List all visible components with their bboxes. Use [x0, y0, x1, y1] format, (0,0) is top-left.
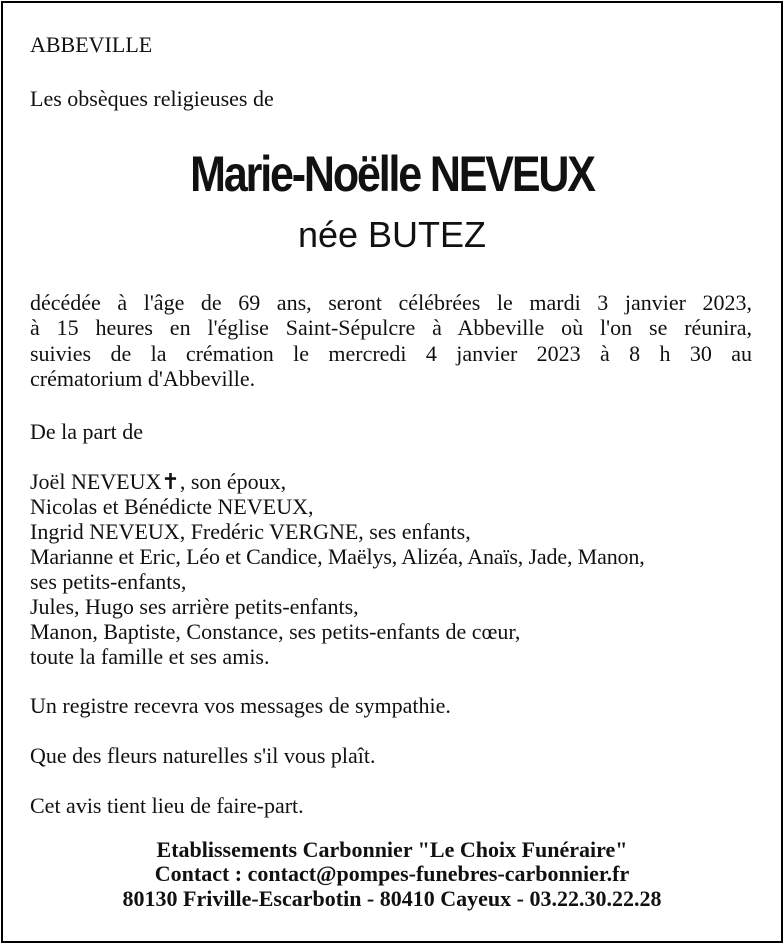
flowers-text: Que des fleurs naturelles s'il vous plaît. [30, 743, 376, 768]
family-line-2: Nicolas et Bénédicte NEVEUX, [30, 494, 314, 519]
intro-text: Les obsèques religieuses de [30, 86, 274, 111]
details-line-2: à 15 heures en l'église Saint-Sépulcre à Abbeville où l'on se réunira, [30, 315, 752, 340]
family-relation-1: , son époux, [179, 469, 287, 494]
family-line-6: Jules, Hugo ses arrière petits-enfants, [30, 594, 359, 619]
family-line-4: Marianne et Eric, Léo et Candice, Maëlys, Alizéa, Anaïs, Jade, Manon, [30, 544, 645, 569]
family-line-8: toute la famille et ses amis. [30, 644, 270, 669]
maiden-name: née BUTEZ [297, 214, 487, 255]
family-line-1 [30, 470, 286, 495]
from-label: De la part de [30, 419, 143, 444]
deceased-name: Marie-Noëlle NEVEUX [190, 146, 594, 202]
details-line-4: crématorium d'Abbeville. [30, 366, 256, 391]
family-line-3: Ingrid NEVEUX, Fredéric VERGNE, ses enfants, [30, 519, 471, 544]
registry-text: Un registre recevra vos messages de sympathie. [30, 693, 451, 718]
footer-address: 80130 Friville-Escarbotin - 80410 Cayeux - 03.22.30.22.28 [122, 886, 662, 911]
family-line-7: Manon, Baptiste, Constance, ses petits-enfants de cœur, [30, 619, 521, 644]
city-heading: ABBEVILLE [30, 32, 153, 57]
details-line-1: décédée à l'âge de 69 ans, seront célébrées le mardi 3 janvier 2023, [30, 290, 752, 315]
faire-part-text: Cet avis tient lieu de faire-part. [30, 793, 304, 818]
family-name-1: Joël NEVEUX [30, 469, 162, 494]
footer-contact: Contact : contact@pompes-funebres-carbonnier.fr [154, 861, 630, 886]
cross-icon: ✝ [161, 470, 180, 495]
footer-company: Etablissements Carbonnier "Le Choix Funéraire" [156, 837, 628, 862]
family-line-5: ses petits-enfants, [30, 569, 187, 594]
details-line-3: suivies de la crémation le mercredi 4 janvier 2023 à 8 h 30 au [30, 341, 752, 366]
